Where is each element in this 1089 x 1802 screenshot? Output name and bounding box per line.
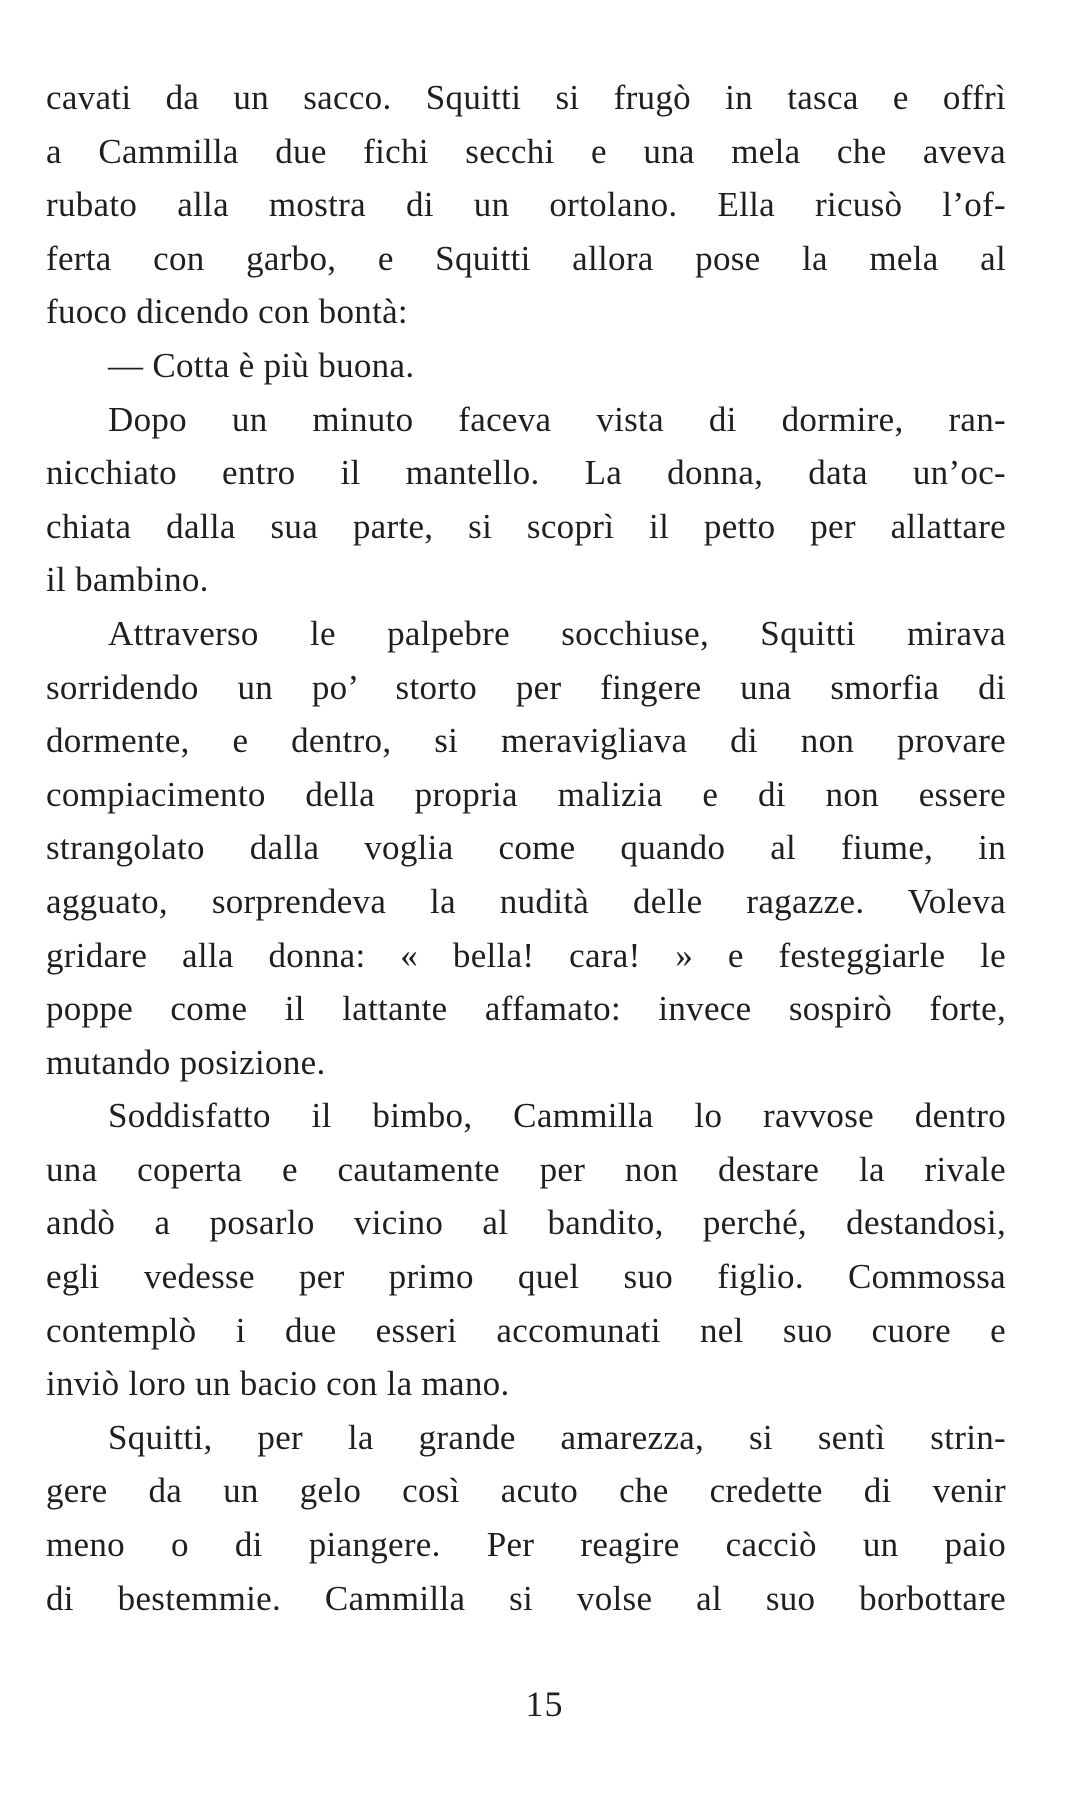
text-line: agguato, sorprendeva la nudità delle ragazze. Voleva: [46, 881, 1006, 921]
text-line: gere da un gelo così acuto che credette di venir: [46, 1471, 1006, 1511]
text-line: ferta con garbo, e Squitti allora pose la mela al: [46, 238, 1006, 278]
paragraph-first-line: Dopo un minuto faceva vista di dormire, ran-: [108, 399, 1006, 439]
text-line: a Cammilla due fichi secchi e una mela che aveva: [46, 131, 1006, 171]
text-line: il bambino.: [46, 560, 209, 600]
page-number: 15: [525, 1684, 564, 1724]
text-line: poppe come il lattante affamato: invece sospirò forte,: [46, 989, 1006, 1029]
paragraph-first-line: Soddisfatto il bimbo, Cammilla lo ravvose dentro: [108, 1096, 1006, 1136]
text-line: contemplò i due esseri accomunati nel suo cuore e: [46, 1310, 1006, 1350]
text-line: mutando posizione.: [46, 1042, 326, 1082]
paragraph-first-line: Squitti, per la grande amarezza, si sentì strin-: [108, 1417, 1006, 1457]
text-line: sorridendo un po’ storto per fingere una smorfia di: [46, 667, 1006, 707]
paragraph-first-line: Attraverso le palpebre socchiuse, Squitti mirava: [108, 613, 1006, 653]
text-line: inviò loro un bacio con la mano.: [46, 1364, 510, 1404]
text-line: andò a posarlo vicino al bandito, perché, destandosi,: [46, 1203, 1006, 1243]
text-line: fuoco dicendo con bontà:: [46, 292, 408, 332]
text-line: meno o di piangere. Per reagire cacciò un paio: [46, 1525, 1006, 1565]
text-line: cavati da un sacco. Squitti si frugò in tasca e offrì: [46, 78, 1006, 117]
dialogue-line: — Cotta è più buona.: [108, 345, 415, 385]
text-line: chiata dalla sua parte, si scoprì il petto per allattare: [46, 506, 1006, 546]
text-line: strangolato dalla voglia come quando al fiume, in: [46, 828, 1006, 868]
text-line: una coperta e cautamente per non destare la rivale: [46, 1149, 1006, 1189]
text-line: di bestemmie. Cammilla si volse al suo borbottare: [46, 1578, 1006, 1618]
text-line: nicchiato entro il mantello. La donna, data un’oc-: [46, 453, 1006, 493]
text-line: egli vedesse per primo quel suo figlio. Commossa: [46, 1257, 1006, 1297]
text-line: compiacimento della propria malizia e di non essere: [46, 774, 1006, 814]
page-body-text: [46, 71, 1006, 1625]
text-line: dormente, e dentro, si meravigliava di non provare: [46, 721, 1006, 761]
text-line: rubato alla mostra di un ortolano. Ella ricusò l’of-: [46, 185, 1006, 225]
text-line: gridare alla donna: « bella! cara! » e festeggiarle le: [46, 935, 1006, 975]
